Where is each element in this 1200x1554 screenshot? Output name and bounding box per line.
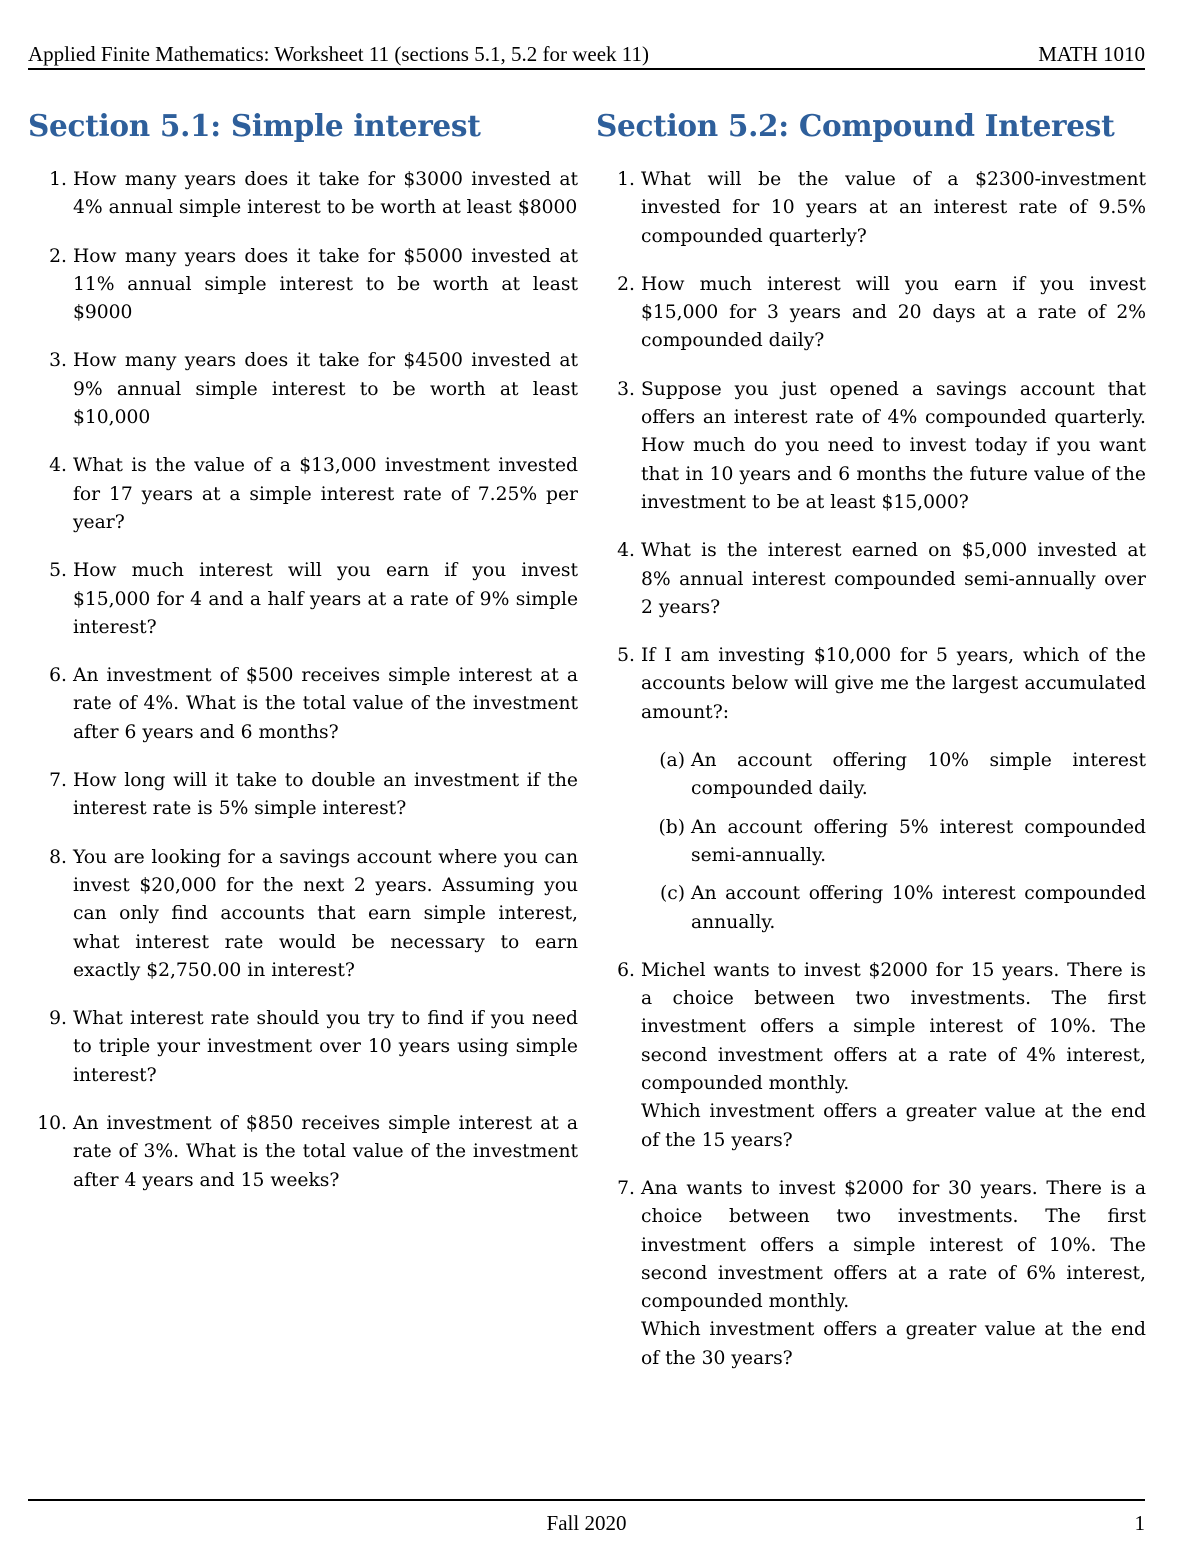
question-number: 2. — [617, 273, 635, 295]
question-item — [28, 662, 578, 747]
question-followup: Which investment offers a greater value at the end of the 30 years? — [641, 1319, 1146, 1369]
question-item — [28, 1110, 578, 1195]
question-item — [596, 376, 1146, 517]
question-item — [596, 957, 1146, 1155]
question-text: What will be the value of a $2300-investment invested for 10 years at an interest rate of 9.5% compounded quarterly? — [641, 169, 1146, 247]
option-label: (a) — [659, 750, 685, 772]
option-text: An account offering 10% simple interest compounded daily. — [691, 750, 1146, 800]
question-text: Suppose you just opened a savings account that offers an interest rate of 4% compounded quarterly. How much do you need to invest today if you want that in 10 years and 6 months the future value of the investment to be at least $15,000? — [641, 378, 1146, 513]
question-number: 7. — [49, 770, 67, 792]
question-item — [28, 166, 578, 223]
question-text: An investment of $850 receives simple interest at a rate of 3%. What is the total value of the investment after 4 years and 15 weeks? — [73, 1113, 578, 1191]
option-item — [641, 747, 1146, 804]
question-item — [28, 844, 578, 985]
question-number: 1. — [617, 169, 635, 190]
option-label: (c) — [659, 883, 685, 905]
page-number: 1 — [1134, 1511, 1145, 1535]
question-text: Ana wants to invest $2000 for 30 years. There is a choice between two investments. The first investment offers a simple interest of 10%. The second investment offers at a rate of 6% interest, compounded monthly. — [641, 1177, 1146, 1313]
question-number: 6. — [617, 959, 635, 981]
question-number: 4. — [617, 540, 635, 562]
page-footer — [28, 1499, 1145, 1541]
question-text: How much interest will you earn if you invest $15,000 for 4 and a half years at a rate of 9% simple interest? — [73, 560, 578, 638]
option-item — [641, 814, 1146, 871]
section-5-2-column — [596, 106, 1146, 1393]
question-number: 8. — [49, 846, 67, 868]
question-item — [28, 557, 578, 642]
section-5-1-question-list — [28, 166, 578, 1195]
question-item — [596, 642, 1146, 937]
question-number: 10. — [37, 1113, 67, 1135]
worksheet-title: Applied Finite Mathematics: Worksheet 11 (sections 5.1, 5.2 for week 11) — [28, 42, 649, 66]
question-number: 5. — [49, 560, 67, 582]
option-text: An account offering 10% interest compounded annually. — [691, 883, 1146, 933]
option-label: (b) — [658, 816, 685, 838]
question-item — [596, 1175, 1146, 1373]
question-number: 4. — [49, 455, 67, 477]
question-text: How many years does it take for $3000 invested at 4% annual simple interest to be worth at least $8000 — [73, 169, 578, 219]
question-item — [596, 166, 1146, 251]
question-item — [28, 1005, 578, 1090]
section-5-2-heading: Section 5.2: Compound Interest — [596, 108, 1115, 143]
section-5-1-column — [28, 106, 578, 1215]
question-number: 3. — [49, 350, 67, 372]
term-label: Fall 2020 — [546, 1511, 627, 1535]
question-text: What is the value of a $13,000 investment invested for 17 years at a simple interest rate of 7.25% per year? — [73, 455, 578, 533]
question-text: How long will it take to double an investment if the interest rate is 5% simple interest? — [73, 770, 578, 820]
question-item — [28, 243, 578, 328]
page-header — [28, 40, 1145, 70]
question-text: How many years does it take for $4500 invested at 9% annual simple interest to be worth at least $10,000 — [73, 350, 578, 429]
answer-options — [641, 747, 1146, 937]
question-item — [28, 452, 578, 537]
question-number: 9. — [49, 1008, 67, 1030]
question-text: An investment of $500 receives simple interest at a rate of 4%. What is the total value of the investment after 6 years and 6 months? — [73, 665, 578, 743]
question-text: What is the interest earned on $5,000 invested at 8% annual interest compounded semi-annually over 2 years? — [641, 540, 1146, 618]
question-followup: Which investment offers a greater value at the end of the 15 years? — [641, 1101, 1146, 1151]
question-number: 1. — [49, 169, 67, 190]
question-item — [596, 271, 1146, 356]
question-text: You are looking for a savings account where you can invest $20,000 for the next 2 years. Assuming you can only find accounts that earn simple interest, what interest rate would be necessary to earn exactly $2,750.00 in interest? — [73, 846, 578, 981]
option-item — [641, 880, 1146, 937]
question-number: 2. — [49, 245, 67, 267]
question-text: How much interest will you earn if you invest $15,000 for 3 years and 20 days at a rate of 2% compounded daily? — [641, 273, 1146, 352]
option-text: An account offering 5% interest compounded semi-annually. — [691, 816, 1146, 866]
question-text: How many years does it take for $5000 invested at 11% annual simple interest to be worth at least $9000 — [73, 245, 578, 324]
question-number: 5. — [617, 645, 635, 667]
section-5-2-question-list — [596, 166, 1146, 1373]
question-item — [28, 767, 578, 824]
question-number: 6. — [49, 665, 67, 687]
question-text: What interest rate should you try to find if you need to triple your investment over 10 years using simple interest? — [73, 1008, 578, 1086]
course-code: MATH 1010 — [1038, 42, 1145, 66]
question-number: 7. — [617, 1177, 635, 1199]
question-number: 3. — [617, 378, 635, 400]
question-item — [596, 537, 1146, 622]
question-item — [28, 347, 578, 432]
section-5-1-heading: Section 5.1: Simple interest — [28, 108, 481, 143]
question-text: Michel wants to invest $2000 for 15 years. There is a choice between two investments. The first investment offers a simple interest of 10%. The second investment offers at a rate of 4% interest, compounded monthly. — [641, 959, 1146, 1095]
question-text: If I am investing $10,000 for 5 years, which of the accounts below will give me the largest accumulated amount?: — [641, 645, 1146, 723]
